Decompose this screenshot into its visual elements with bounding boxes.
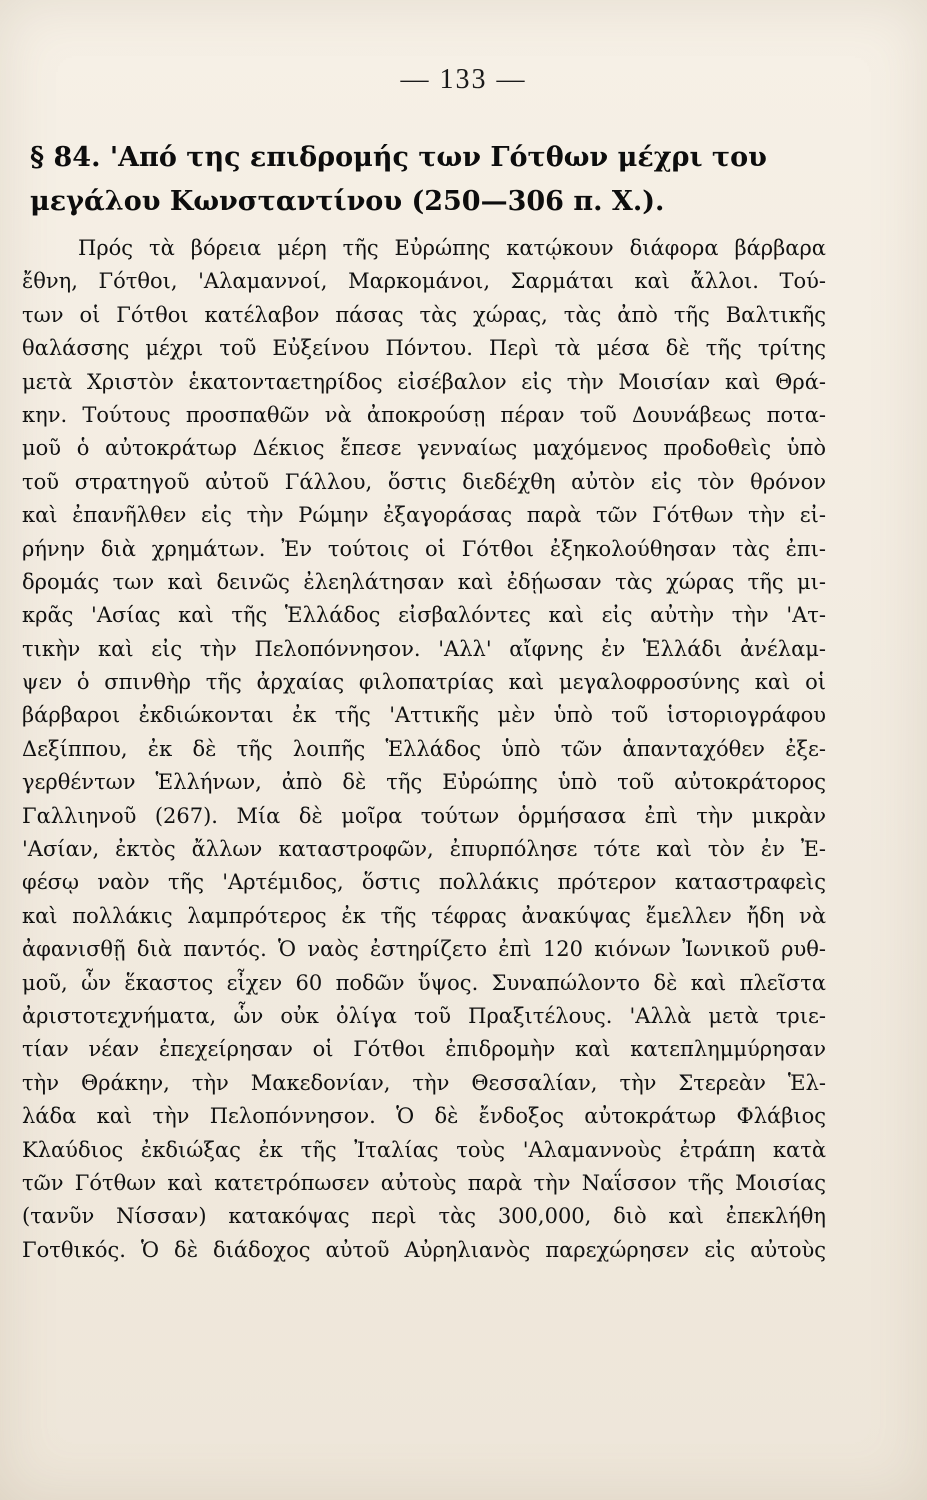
text-line: Γαλλιηνοῦ (267). Μία δὲ μοῖρα τούτων ὁρμήσασα ἐπὶ τὴν μικρὰν [22, 803, 826, 828]
section-heading [30, 136, 830, 224]
text-line: τὴν Θράκην, τὴν Μακεδονίαν, τὴν Θεσσαλίαν, τὴν Στερεὰν Ἑλ- [22, 1070, 826, 1095]
text-line: 'Ασίαν, ἐκτὸς ἄλλων καταστροφῶν, ἐπυρπόλησε τότε καὶ τὸν ἐν Ἐ- [22, 837, 826, 862]
text-line: των οἱ Γότθοι κατέλαβον πάσας τὰς χώρας, τὰς ἀπὸ τῆς Βαλτικῆς [22, 302, 826, 327]
text-line: ἀριστοτεχνήματα, ὧν οὐκ ὀλίγα τοῦ Πραξιτέλους. 'Αλλὰ μετὰ τριε- [22, 1003, 826, 1028]
text-line: Γοτθικός. Ὁ δὲ διάδοχος αὐτοῦ Αὐρηλιανὸς παρεχώρησεν εἰς αὐτοὺς [22, 1237, 826, 1262]
text-line: τικὴν καὶ εἰς τὴν Πελοπόννησον. 'Αλλ' αἴφνης ἐν Ἑλλάδι ἀνέλαμ- [22, 636, 826, 661]
text-line: μοῦ, ὧν ἕκαστος εἶχεν 60 ποδῶν ὕψος. Συναπώλοντο δὲ καὶ πλεῖστα [22, 970, 826, 995]
text-line: γερθέντων Ἑλλήνων, ἀπὸ δὲ τῆς Εὐρώπης ὑπὸ τοῦ αὐτοκράτορος [22, 770, 826, 795]
text-line: Κλαύδιος ἐκδιώξας ἐκ τῆς Ἰταλίας τοὺς 'Αλαμαννοὺς ἐτράπη κατὰ [22, 1137, 826, 1162]
text-line: ἀφανισθῇ διὰ παντός. Ὁ ναὸς ἐστηρίζετο ἐπὶ 120 κιόνων Ἰωνικοῦ ρυθ- [22, 937, 826, 962]
text-line: ἔθνη, Γότθοι, 'Αλαμαννοί, Μαρκομάνοι, Σαρμάται καὶ ἄλλοι. Τού- [22, 269, 826, 294]
text-line: κην. Τούτους προσπαθῶν νὰ ἀποκρούσῃ πέραν τοῦ Δουνάβεως ποτα- [22, 402, 826, 427]
text-line: λάδα καὶ τὴν Πελοπόννησον. Ὁ δὲ ἔνδοξος αὐτοκράτωρ Φλάβιος [22, 1104, 826, 1129]
text-line: δρομάς των καὶ δεινῶς ἐλεηλάτησαν καὶ ἐδῄωσαν τὰς χώρας τῆς μι- [22, 569, 826, 594]
page-number: — 133 — [400, 64, 527, 95]
text-line: τίαν νέαν ἐπεχείρησαν οἱ Γότθοι ἐπιδρομὴν καὶ κατεπλημμύρησαν [22, 1037, 826, 1062]
text-line: κρᾶς 'Ασίας καὶ τῆς Ἑλλάδος εἰσβαλόντες καὶ εἰς αὐτὴν τὴν 'Ατ- [22, 603, 826, 628]
section-heading-line-2: μεγάλου Κωνσταντίνου (250—306 π. Χ.). [30, 186, 665, 217]
text-line: Πρός τὰ βόρεια μέρη τῆς Εὐρώπης κατῴκουν διάφορα βάρβαρα [78, 236, 826, 260]
section-heading-line-1: § 84. 'Από της επιδρομής των Γότθων μέχρι του [30, 142, 767, 173]
text-line: ρήνην διὰ χρημάτων. Ἐν τούτοις οἱ Γότθοι ἐξηκολούθησαν τὰς ἐπι- [22, 536, 826, 561]
text-line: βάρβαροι ἐκδιώκονται ἐκ τῆς 'Αττικῆς μὲν ὑπὸ τοῦ ἱστοριογράφου [22, 703, 826, 728]
text-line: μετὰ Χριστὸν ἑκατονταετηρίδος εἰσέβαλον εἰς τὴν Μοισίαν καὶ Θρά- [22, 369, 826, 394]
text-line: τῶν Γότθων καὶ κατετρόπωσεν αὐτοὺς παρὰ τὴν Ναΐσσον τῆς Μοισίας [22, 1170, 826, 1195]
text-line: καὶ πολλάκις λαμπρότερος ἐκ τῆς τέφρας ἀνακύψας ἔμελλεν ἤδη νὰ [22, 903, 826, 928]
text-line: τοῦ στρατηγοῦ αὐτοῦ Γάλλου, ὅστις διεδέχθη αὐτὸν εἰς τὸν θρόνον [22, 469, 826, 494]
body-text [22, 232, 826, 1267]
text-line: θαλάσσης μέχρι τοῦ Εὐξείνου Πόντου. Περὶ τὰ μέσα δὲ τῆς τρίτης [22, 336, 826, 361]
text-line: μοῦ ὁ αὐτοκράτωρ Δέκιος ἔπεσε γενναίως μαχόμενος προδοθεὶς ὑπὸ [22, 436, 826, 461]
text-line: ψεν ὁ σπινθὴρ τῆς ἀρχαίας φιλοπατρίας καὶ μεγαλοφροσύνης καὶ οἱ [22, 670, 826, 695]
text-line: φέσῳ ναὸν τῆς 'Αρτέμιδος, ὅστις πολλάκις πρότερον καταστραφεὶς [22, 870, 826, 895]
text-line: Δεξίππου, ἐκ δὲ τῆς λοιπῆς Ἑλλάδος ὑπὸ τῶν ἁπανταχόθεν ἐξε- [22, 736, 826, 761]
text-line: καὶ ἐπανῆλθεν εἰς τὴν Ρώμην ἐξαγοράσας παρὰ τῶν Γότθων τὴν εἰ- [22, 503, 826, 528]
text-line: (τανῦν Νίσσαν) κατακόψας περὶ τὰς 300,000, διὸ καὶ ἐπεκλήθη [22, 1204, 826, 1229]
